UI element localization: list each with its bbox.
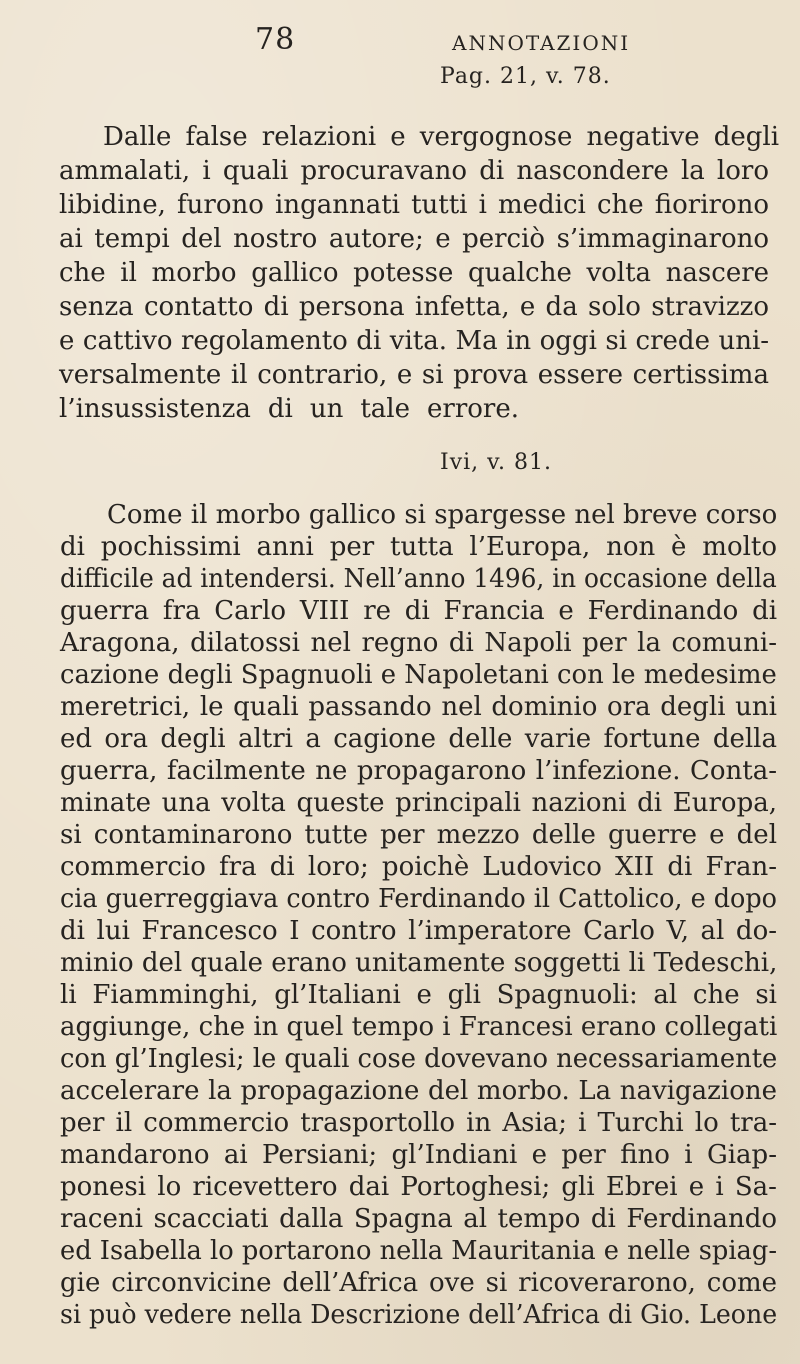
text-line: gie circonvicine dell’Africa ove si ricoverarono, come [60,1268,778,1298]
text-line: Aragona, dilatossi nel regno di Napoli per la comuni- [60,628,778,658]
text-line: ed Isabella lo portarono nella Mauritania e nelle spiag- [60,1236,777,1266]
text-line: libidine, furono ingannati tutti i medici che fiorirono [59,190,769,220]
section-reference: Ivi, v. 81. [440,450,552,475]
text-line: accelerare la propagazione del morbo. La navigazione [60,1076,777,1106]
text-line: cia guerreggiava contro Ferdinando il Cattolico, e dopo [60,884,778,914]
text-line: l’insussistenza di un tale errore. [59,394,519,424]
text-line: minio del quale erano unitamente soggetti li Tedeschi, [60,948,778,978]
text-line: e cattivo regolamento di vita. Ma in oggi si crede uni- [59,326,770,356]
text-line: ed ora degli altri a cagione delle varie fortune della [60,724,777,754]
text-line: aggiunge, che in quel tempo i Francesi erano collegati [60,1012,778,1042]
text-line: raceni scacciati dalla Spagna al tempo di Ferdinando [60,1204,778,1234]
text-line: ponesi lo ricevettero dai Portoghesi; gli Ebrei e i Sa- [60,1172,777,1202]
text-line: di pochissimi anni per tutta l’Europa, non è molto [60,532,778,562]
text-line: li Fiamminghi, gl’Italiani e gli Spagnuoli: al che si [60,980,777,1010]
text-line: con gl’Inglesi; le quali cose dovevano necessariamente [60,1044,778,1074]
page-number: 78 [255,22,296,57]
text-line: che il morbo gallico potesse qualche volta nascere [59,258,770,288]
text-line: versalmente il contrario, e si prova essere certissima [59,360,769,390]
text-line: guerra, facilmente ne propagarono l’infezione. Conta- [60,756,777,786]
text-line: guerra fra Carlo VIII re di Francia e Ferdinando di [60,596,778,626]
text-line: mandarono ai Persiani; gl’Indiani e per fino i Giap- [60,1140,777,1170]
text-line: Come il morbo gallico si spargesse nel breve corso [107,500,778,530]
text-line: difficile ad intendersi. Nell’anno 1496, in occasione della [60,564,777,594]
section-reference: Pag. 21, v. 78. [440,64,611,89]
text-line: cazione degli Spagnuoli e Napoletani con le medesime [60,660,777,690]
text-line: ammalati, i quali procuravano di nascondere la loro [59,156,769,186]
page-header [0,22,800,62]
text-line: senza contatto di persona infetta, e da solo stravizzo [59,292,769,322]
running-title: ANNOTAZIONI [452,31,631,55]
text-line: di lui Francesco I contro l’imperatore Carlo V, al do- [60,916,778,946]
text-line: minate una volta queste principali nazioni di Europa, [60,788,777,818]
text-line: meretrici, le quali passando nel dominio ora degli uni [60,692,777,722]
text-line: ai tempi del nostro autore; e perciò s’immaginarono [59,224,769,254]
text-line: Dalle false relazioni e vergognose negative degli [103,122,780,152]
text-line: commercio fra di loro; poichè Ludovico XII di Fran- [60,852,778,882]
text-line: si contaminarono tutte per mezzo delle guerre e del [60,820,778,850]
text-line: si può vedere nella Descrizione dell’Africa di Gio. Leone [60,1300,778,1330]
text-line: per il commercio trasportollo in Asia; i Turchi lo tra- [60,1108,777,1138]
